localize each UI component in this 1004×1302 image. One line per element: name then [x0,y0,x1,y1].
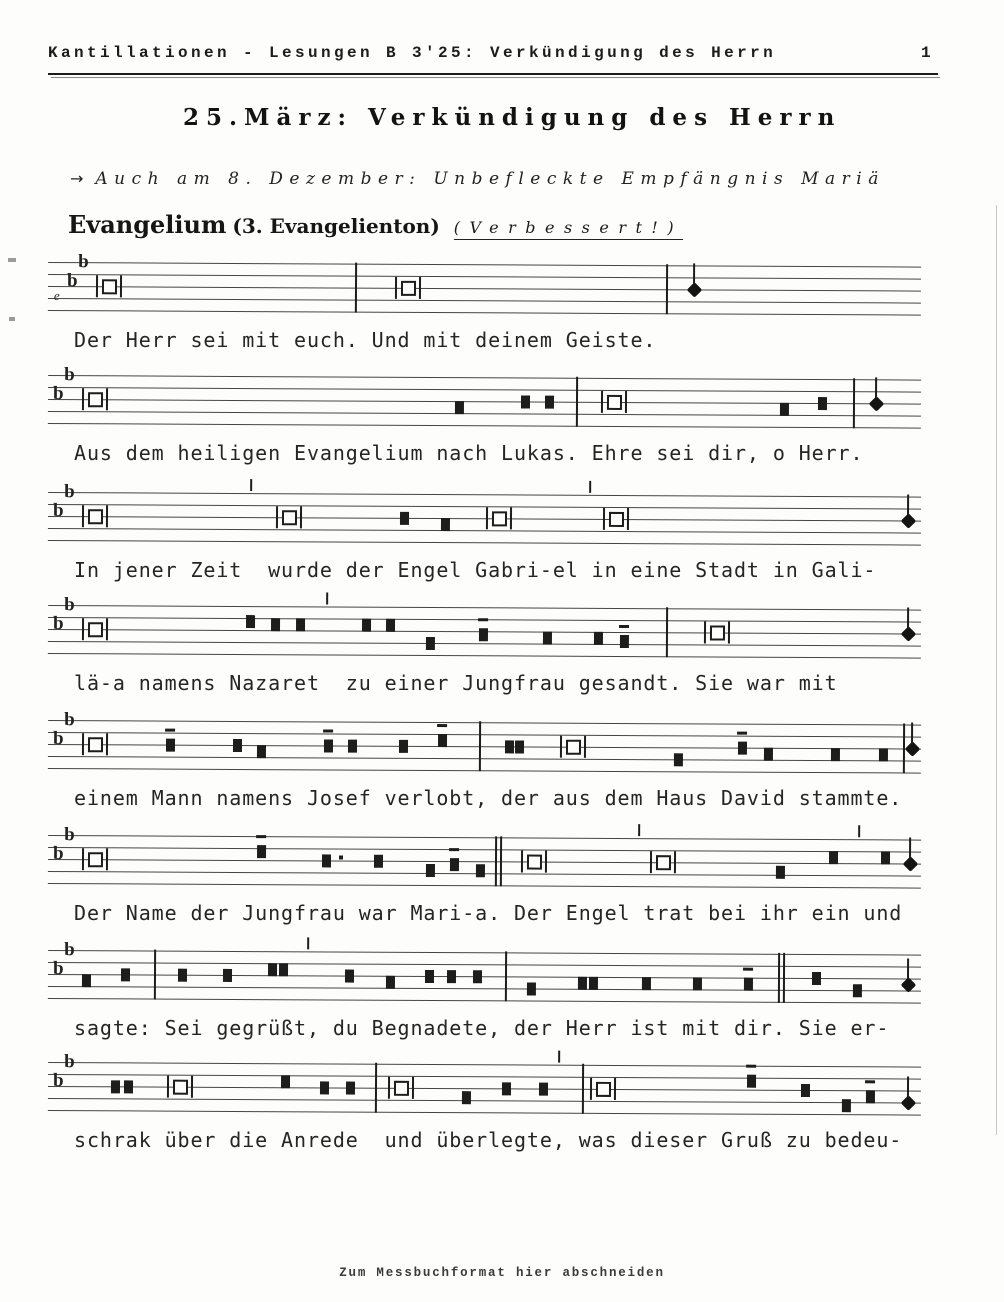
flat-sign-upper: b [64,481,75,503]
scan-artifact [8,258,16,262]
barline [576,377,578,427]
punctum-note [593,631,602,644]
punctum-note [504,740,513,753]
diamond-stem [907,494,909,515]
staff-lines-1 [48,251,921,316]
staff-lines-8 [48,1051,921,1116]
recit-stroke-left [96,275,98,297]
staff-system-8 [0,1051,1004,1166]
recit-stroke-right [584,736,586,758]
flat-sign-upper: b [64,364,75,386]
page-title: 25.März: Verkündigung des Herrn [183,104,842,131]
punctum-note [319,1081,328,1094]
diamond-stem [911,723,913,744]
staff-line [48,859,921,865]
staff-line [48,744,921,750]
punctum-note [526,982,535,995]
recit-stroke-right [510,507,512,529]
section-tone: (3. Evangelienton) [232,214,440,238]
punctum-note [641,977,650,990]
header-title: Kantillationen - Lesungen B 3'25: Verkündigung des Herrn [48,44,777,62]
punctum-note [542,631,551,644]
recitation-note [491,511,506,526]
recit-stroke-left [395,277,397,299]
lyric-line-5: einem Mann namens Josef verlobt, der aus dem Haus David stammte. [74,786,903,810]
staff-system-1 [0,251,1004,366]
recit-stroke-right [545,851,547,873]
punctum-note [110,1080,119,1093]
staff-line [48,653,921,659]
punctum-note [345,1081,354,1094]
recitation-note [87,852,102,867]
recit-stroke-left [82,733,84,755]
punctum-note [520,395,529,408]
recitation-note [87,509,102,524]
flat-sign-lower: b [52,613,64,635]
quarter-bar-tick [858,825,860,837]
staff-line [48,962,921,968]
punctum-note [425,636,434,649]
recitation-note [709,625,724,640]
recitation-note [400,280,415,295]
punctum-note [278,963,287,976]
lyric-line-7: sagte: Sei gegrüßt, du Begnadete, der Herr ist mit dir. Sie er- [74,1016,890,1040]
barline [666,607,668,657]
punctum-note [81,974,90,987]
recit-stroke-right [627,508,629,530]
recitation-note [87,392,102,407]
barline [355,263,357,313]
staff-line [48,756,921,762]
punctum-note [440,518,449,531]
flat-sign-lower: b [52,383,64,405]
flat-sign-upper: b [64,594,75,616]
diamond-stem [907,607,909,628]
punctum-note [424,969,433,982]
diamond-stem [909,838,911,859]
punctum-note [256,745,265,758]
episema-mark [619,625,629,628]
punctum-note [538,1082,547,1095]
recit-stroke-left [388,1077,390,1099]
recit-stroke-left [601,391,603,413]
recit-stroke-left [82,618,84,640]
staff-lines-3 [48,481,921,546]
punctum-note [246,615,255,628]
punctum-note [347,739,356,752]
lyric-line-8: schrak über die Anrede und überlegte, was dieser Gruß zu bedeu- [74,1128,903,1152]
punctum-note [763,747,772,760]
double-barline [500,836,502,886]
recit-stroke-right [674,851,676,873]
barline [666,264,668,314]
recit-stroke-left [603,508,605,530]
punctum-note [619,634,628,647]
punctum-note [321,854,330,867]
double-barline [495,836,497,886]
recit-stroke-right [412,1077,414,1099]
section-heading [52,192,683,257]
recitation-note [526,854,541,869]
episema-mark [737,732,747,735]
punctum-note [737,741,746,754]
episema-mark [323,729,333,732]
diamond-stem [693,263,695,284]
staff-line [48,286,921,292]
punctum-note [267,963,276,976]
flat-sign-upper: b [64,1051,75,1073]
punctum-note [123,1080,132,1093]
recit-stroke-left [590,1078,592,1100]
staff-system-3 [0,481,1004,596]
barline [505,951,507,1001]
double-barline [783,953,785,1003]
punctum-note [830,748,839,761]
staff-line [48,641,921,647]
punctum-note [865,1090,874,1103]
punctum-note [880,851,889,864]
staff-lines-6 [48,824,921,889]
flat-sign-upper: b [78,251,89,273]
staff-line [48,1110,921,1116]
barline [582,1064,584,1114]
recit-stroke-right [106,733,108,755]
punctum-note [398,739,407,752]
staff-line [48,768,921,774]
episema-mark [437,724,447,727]
quarter-bar-tick [250,479,252,491]
punctum-note [514,740,523,753]
punctum-note [257,845,266,858]
punctum-note [743,977,752,990]
staff-line [48,998,921,1004]
staff-line [48,298,921,304]
punctum-note [373,854,382,867]
punctum-note [323,739,332,752]
punctum-note [817,397,826,410]
flat-sign-lower: b [52,958,64,980]
header-rule-thick [48,73,938,75]
flat-sign-lower: b [52,1070,64,1092]
staff-line [48,262,921,268]
punctum-note [775,865,784,878]
section-title: Evangelium [68,210,227,239]
lyric-line-3: In jener Zeit wurde der Engel Gabri-el in eine Stadt in Gali- [74,558,877,582]
punctum-note [588,976,597,989]
punctum-note [878,748,887,761]
quarter-bar-tick [326,592,328,604]
staff-line [48,387,921,393]
staff-lines-7 [48,939,921,1004]
punctum-note [165,738,174,751]
lyric-line-6: Der Name der Jungfrau war Mari-a. Der Engel trat bei ihr ein und [74,901,903,925]
staff-line [48,986,921,992]
recit-stroke-right [106,618,108,640]
staff-line [48,492,921,498]
punctum-note [828,851,837,864]
recit-stroke-left [276,506,278,528]
staff-line [48,399,921,405]
punctum-note [385,975,394,988]
punctum-note [501,1082,510,1095]
episema-mark [165,729,175,732]
staff-line [48,504,921,510]
punctum-note [577,976,586,989]
punctum-note [800,1083,809,1096]
staff-lines-4 [48,594,921,659]
recit-stroke-right [120,275,122,297]
quarter-bar-tick [589,481,591,493]
staff-system-5 [0,709,1004,824]
flat-sign-lower: b [52,500,64,522]
page-header [48,44,934,62]
staff-system-2 [0,364,1004,479]
recit-stroke-right [191,1076,193,1098]
episema-mark [256,835,266,838]
punctum-note [270,618,279,631]
staff-lines-2 [48,364,921,429]
staff-line [48,274,921,280]
staff-line [48,605,921,611]
barline [479,721,481,771]
punctum-note [437,734,446,747]
header-rule-thin [51,77,940,78]
staff-line [48,883,921,889]
flat-sign-upper: b [64,709,75,731]
flat-sign-upper: b [64,824,75,846]
staff-line [48,720,921,726]
punctum-note [120,968,129,981]
recit-stroke-right [614,1078,616,1100]
barline [375,1063,377,1113]
staff-line [48,423,921,429]
recit-stroke-right [106,505,108,527]
punctum-note [811,971,820,984]
clef-mark: e [53,288,60,304]
recitation-note [393,1080,408,1095]
recitation-note [172,1079,187,1094]
recitation-note [87,622,102,637]
lyric-line-2: Aus dem heiligen Evangelium nach Lukas. Ehre sei dir, o Herr. [74,441,864,465]
staff-line [48,411,921,417]
staff-line [48,310,921,316]
section-revision-note: (Verbessert!) [454,218,683,240]
staff-line [48,375,921,381]
punctum-note [232,738,241,751]
quarter-bar-tick [638,824,640,836]
recitation-note [606,394,621,409]
double-barline [778,953,780,1003]
staff-line [48,950,921,956]
punctum-note [222,968,231,981]
recit-stroke-left [82,388,84,410]
punctum-note [779,402,788,415]
arrow-icon: → [70,169,84,188]
recit-stroke-right [419,277,421,299]
recit-stroke-right [106,388,108,410]
recit-stroke-left [521,850,523,872]
recit-stroke-right [106,848,108,870]
recit-stroke-left [167,1076,169,1098]
staff-system-7 [0,939,1004,1054]
punctum-note [478,628,487,641]
punctum-note [361,618,370,631]
flat-sign-upper: b [64,939,75,961]
flat-sign-lower: b [66,270,78,292]
staff-line [48,732,921,738]
punctum-note [446,970,455,983]
punctum-note [344,969,353,982]
diamond-stem [875,377,877,398]
punctum-note [399,511,408,524]
lyric-line-1: Der Herr sei mit euch. Und mit deinem Geiste. [74,328,657,352]
punctum-note [841,1099,850,1112]
punctum-note [454,401,463,414]
recit-stroke-right [300,506,302,528]
punctum-note [475,864,484,877]
recitation-note [655,855,670,870]
staff-system-6 [0,824,1004,939]
recit-stroke-left [82,505,84,527]
staff-line [48,540,921,546]
lyric-line-4: lä-a namens Nazaret zu einer Jungfrau gesandt. Sie war mit [74,671,838,695]
recit-stroke-right [728,622,730,644]
recit-stroke-left [560,736,562,758]
recitation-note [281,510,296,525]
recit-stroke-right [625,391,627,413]
recit-stroke-left [704,621,706,643]
scan-artifact [9,317,15,321]
recit-stroke-left [650,851,652,873]
recitation-note [101,279,116,294]
footer-note: Zum Messbuchformat hier abschneiden [339,1266,665,1280]
punctum-note [295,618,304,631]
flat-sign-lower: b [52,728,64,750]
staff-line [48,847,921,853]
punctum-note [425,863,434,876]
punctum-note [472,970,481,983]
punctum-note [692,977,701,990]
page-number: 1 [920,44,934,62]
diamond-stem [907,1076,909,1097]
punctum-note [461,1091,470,1104]
quarter-bar-tick [307,937,309,949]
recitation-note [608,511,623,526]
staff-line [48,1098,921,1104]
staff-system-4 [0,594,1004,709]
episema-mark [743,968,753,971]
scan-edge-line [996,205,997,1135]
staff-lines-5 [48,709,921,774]
barline [154,950,156,1000]
recitation-note [595,1081,610,1096]
recit-stroke-left [486,507,488,529]
staff-line [48,835,921,841]
punctum-mora-dot [339,856,343,860]
staff-line [48,1062,921,1068]
episema-mark [478,618,488,621]
punctum-note [280,1075,289,1088]
punctum-note [544,395,553,408]
punctum-note [673,753,682,766]
punctum-note [449,858,458,871]
punctum-note [852,984,861,997]
barline [853,378,855,428]
episema-mark [746,1065,756,1068]
staff-line [48,516,921,522]
recit-stroke-left [82,848,84,870]
recitation-note [87,737,102,752]
recitation-note [565,739,580,754]
subtitle-text: Auch am 8. Dezember: Unbefleckte Empfängnis Mariä [95,169,885,189]
flat-sign-lower: b [52,843,64,865]
staff-line [48,528,921,534]
punctum-note [177,968,186,981]
punctum-note [747,1074,756,1087]
quarter-bar-tick [558,1051,560,1063]
diamond-stem [907,958,909,979]
episema-mark [449,848,459,851]
punctum-note [385,618,394,631]
episema-mark [865,1080,875,1083]
